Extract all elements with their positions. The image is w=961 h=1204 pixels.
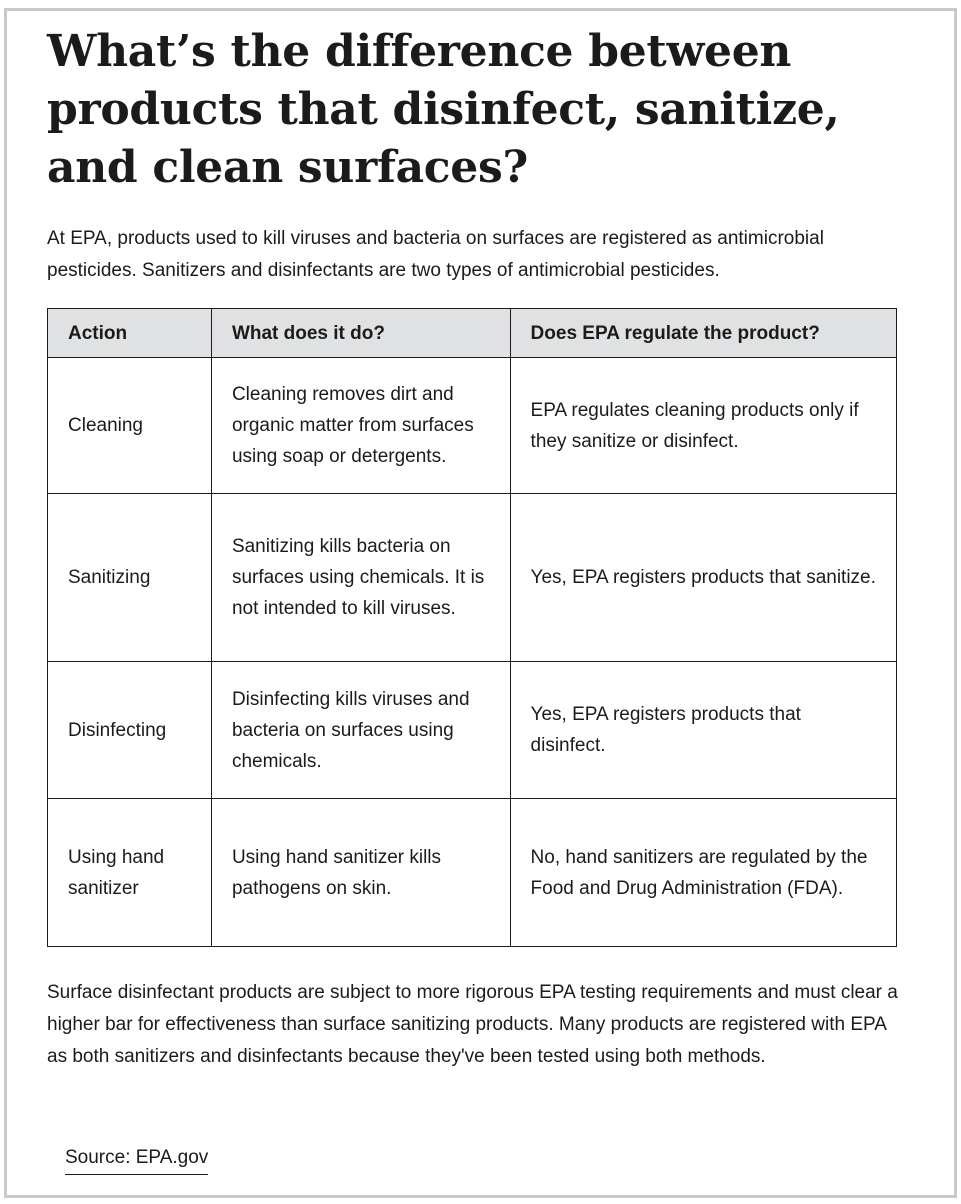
cell-what: Cleaning removes dirt and organic matter from surfaces using soap or detergents. xyxy=(211,358,510,494)
cell-action: Sanitizing xyxy=(48,494,212,662)
article-title: What’s the difference between products that disinfect, sanitize, and clean surfaces? xyxy=(47,26,840,193)
cell-regulate: Yes, EPA registers products that sanitize. xyxy=(510,494,896,662)
header-what-does-it-do: What does it do? xyxy=(211,309,510,358)
cell-action: Disinfecting xyxy=(48,662,212,799)
table-row xyxy=(48,662,897,799)
table-row xyxy=(48,358,897,494)
header-does-epa-regulate: Does EPA regulate the product? xyxy=(510,309,896,358)
cell-action: Cleaning xyxy=(48,358,212,494)
intro-paragraph: At EPA, products used to kill viruses and bacteria on surfaces are registered as antimicrobial pesticides. Sanitizers and disinfectants are two types of antimicrobial pesticides. xyxy=(47,228,824,281)
cell-regulate: No, hand sanitizers are regulated by the Food and Drug Administration (FDA). xyxy=(510,799,896,947)
article-frame xyxy=(4,8,957,1198)
cell-what: Sanitizing kills bacteria on surfaces using chemicals. It is not intended to kill viruses. xyxy=(211,494,510,662)
table-row xyxy=(48,799,897,947)
source-link[interactable]: Source: EPA.gov xyxy=(65,1144,208,1175)
cell-regulate: Yes, EPA registers products that disinfect. xyxy=(510,662,896,799)
closing-paragraph: Surface disinfectant products are subject to more rigorous EPA testing requirements and must clear a higher bar for effectiveness than surface sanitizing products. Many products are registered with EPA as both sanitizers and disinfectants because they've been tested using both methods. xyxy=(47,982,898,1067)
cell-regulate: EPA regulates cleaning products only if they sanitize or disinfect. xyxy=(510,358,896,494)
cell-what: Using hand sanitizer kills pathogens on skin. xyxy=(211,799,510,947)
comparison-table xyxy=(47,308,897,947)
cell-what: Disinfecting kills viruses and bacteria on surfaces using chemicals. xyxy=(211,662,510,799)
header-action: Action xyxy=(48,309,212,358)
cell-action: Using hand sanitizer xyxy=(48,799,212,947)
table-header-row xyxy=(48,309,897,358)
table-row xyxy=(48,494,897,662)
